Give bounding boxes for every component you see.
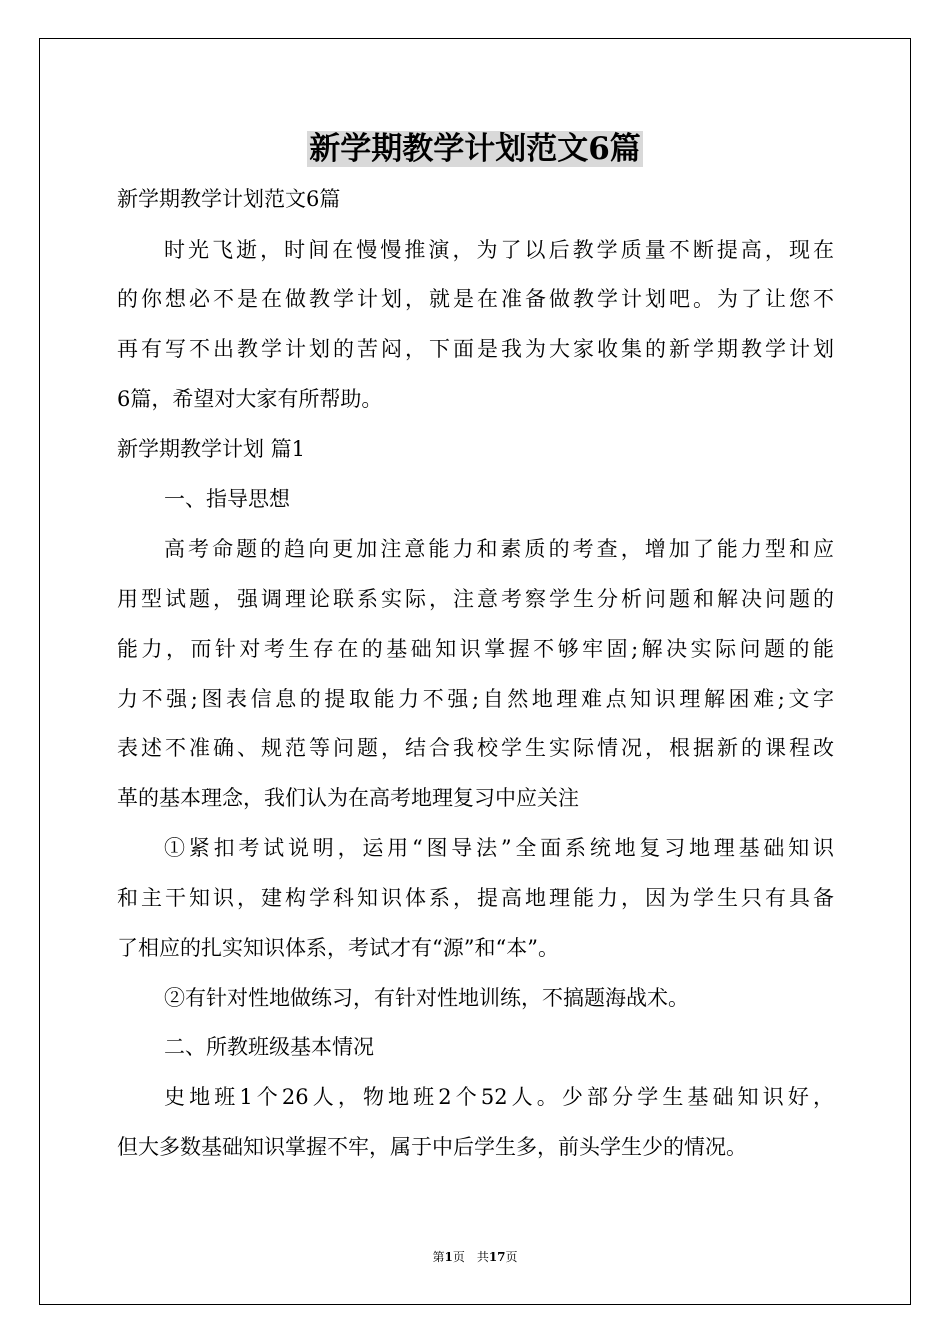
paragraph-line: 和主干知识，建构学科知识体系，提高地理能力，因为学生只有具备 xyxy=(117,886,834,910)
paragraph-line: ①紧扣考试说明，运用“图导法”全面系统地复习地理基础知识 xyxy=(164,836,834,860)
document-subtitle: 新学期教学计划范文6篇 xyxy=(117,187,341,211)
footer-mid: 页 共 xyxy=(452,1250,489,1264)
paragraph-line: 能力，而针对考生存在的基础知识掌握不够牢固;解决实际问题的能 xyxy=(117,637,834,661)
footer-suffix: 页 xyxy=(505,1250,518,1264)
paragraph-line: 高考命题的趋向更加注意能力和素质的考查，增加了能力型和应 xyxy=(164,537,834,561)
paragraph-line: ②有针对性地做练习，有针对性地训练，不搞题海战术。 xyxy=(164,986,689,1010)
footer-prefix: 第 xyxy=(432,1250,445,1264)
paragraph-line: 了相应的扎实知识体系，考试才有“源”和“本”。 xyxy=(117,936,559,960)
paragraph-line: 时光飞逝，时间在慢慢推演，为了以后教学质量不断提高，现在 xyxy=(164,238,834,262)
paragraph-line: 6篇，希望对大家有所帮助。 xyxy=(117,387,383,411)
subsection-heading: 一、指导思想 xyxy=(164,487,290,511)
subsection-heading: 二、所教班级基本情况 xyxy=(164,1035,374,1059)
paragraph-line: 表述不准确、规范等问题，结合我校学生实际情况，根据新的课程改 xyxy=(117,736,834,760)
section-heading: 新学期教学计划 篇1 xyxy=(117,437,306,461)
paragraph-line: 的你想必不是在做教学计划，就是在准备做教学计划吧。为了让您不 xyxy=(117,287,834,311)
paragraph-line: 用型试题，强调理论联系实际，注意考察学生分析问题和解决问题的 xyxy=(117,587,834,611)
document-title xyxy=(0,127,950,171)
paragraph-line: 力不强;图表信息的提取能力不强;自然地理难点知识理解困难;文字 xyxy=(117,687,834,711)
document-title-text: 新学期教学计划范文6篇 xyxy=(309,131,641,167)
paragraph-line: 再有写不出教学计划的苦闷，下面是我为大家收集的新学期教学计划 xyxy=(117,337,834,361)
paragraph-line: 但大多数基础知识掌握不牢，属于中后学生多，前头学生少的情况。 xyxy=(117,1135,747,1159)
paragraph-line: 革的基本理念，我们认为在高考地理复习中应关注 xyxy=(117,786,579,810)
footer-page-total: 17 xyxy=(488,1250,506,1264)
page-footer xyxy=(0,1249,950,1265)
paragraph-line: 史地班1个26人，物地班2个52人。少部分学生基础知识好， xyxy=(164,1085,834,1109)
page-border xyxy=(39,38,911,1305)
footer-page-current: 1 xyxy=(444,1250,453,1264)
